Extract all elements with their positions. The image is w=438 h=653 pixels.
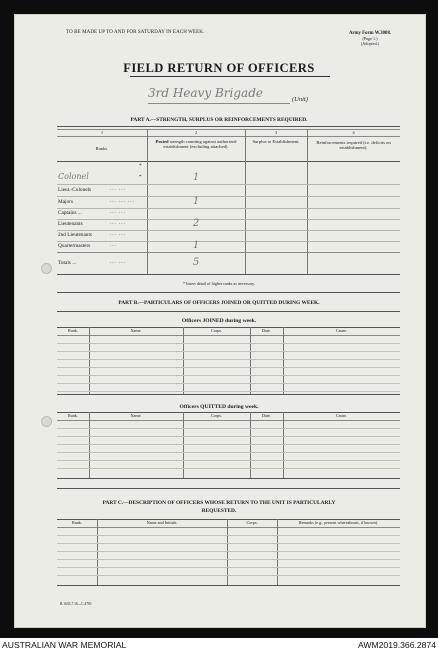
posted-strength-value: 1 [192, 196, 200, 207]
joined-col-header: Date. [262, 328, 271, 333]
army-form-number: Army Form W.3008. [348, 31, 392, 36]
part-b-heading-rule [57, 311, 400, 312]
rank-dots: ... ... [110, 221, 126, 226]
punch-hole-upper [41, 263, 52, 274]
rank-label: Captains ... [58, 210, 82, 216]
rank-label: Majors [58, 199, 74, 205]
rank-dots: ... ... [110, 210, 126, 215]
title-underline [130, 76, 330, 77]
quitted-row-line [57, 452, 400, 453]
part-a-footnote: * Insert detail of higher ranks as necessary. [182, 281, 256, 286]
quitted-col-header: Corps. [210, 413, 223, 418]
rank-dots: ... ... [110, 187, 126, 192]
top-note: TO BE MADE UP TO AND FOR SATURDAY IN EACH WEEK. [66, 30, 205, 35]
totals-rule [57, 252, 400, 253]
joined-title: Officers JOINED during week. [181, 318, 257, 324]
col-header-ranks: Ranks. [95, 146, 109, 151]
joined-bottom-rule [57, 394, 400, 395]
col-number-2: 2 [194, 130, 198, 135]
joined-row-line [57, 375, 400, 376]
part-a-bottom-rule [57, 274, 400, 275]
joined-row-line [57, 359, 400, 360]
joined-col-header: Corps. [210, 328, 223, 333]
col-header-surplus: Surplus to Establishment. [252, 139, 300, 144]
joined-col-header: Name. [130, 328, 142, 333]
rank-label-handwritten: Colonel [58, 172, 89, 181]
part-c-top-rule [57, 488, 400, 489]
partc-row-line [57, 559, 400, 560]
unit-name-handwritten: 3rd Heavy Brigade [148, 86, 263, 100]
partc-col-header: Rank. [72, 520, 82, 525]
quitted-col-header: Date. [262, 413, 271, 418]
partc-row-line [57, 551, 400, 552]
quitted-header-rule [57, 420, 400, 421]
print-code: B.1633.7.16—C.4781 [60, 602, 92, 606]
part-a-header-rule [57, 136, 400, 137]
quitted-col-header: Name. [130, 413, 142, 418]
partc-col-header: Name and Initials. [146, 520, 178, 525]
part-b-top-rule [57, 292, 400, 293]
posted-strength-value: 1 [192, 172, 200, 183]
partc-col-header: Remarks (e.g., present whereabouts, if known). [298, 520, 379, 525]
part-a-top-rule [57, 126, 400, 127]
col-header-posted [149, 139, 243, 149]
partc-row-line [57, 535, 400, 536]
joined-row-line [57, 343, 400, 344]
joined-col-header: Rank. [68, 328, 78, 333]
col-number-1: 1 [100, 130, 104, 135]
army-form-page: (Page 1.) [362, 36, 378, 41]
archive-footer [0, 638, 438, 653]
rank-label-placeholder: * [139, 163, 142, 169]
part-a-body-rule [57, 161, 400, 162]
rank-label: Lieut.-Colonels [58, 187, 92, 193]
quitted-row-line [57, 436, 400, 437]
rank-dots: ... ... [110, 232, 126, 237]
rank-label: Lieutenants [58, 221, 83, 227]
rank-dots: ... [110, 243, 117, 248]
posted-strength-value: 5 [192, 257, 200, 268]
rank-dots: ... ... ... [110, 199, 135, 204]
joined-col-header: Cause. [335, 328, 348, 333]
quitted-row-line [57, 444, 400, 445]
joined-row-line [57, 351, 400, 352]
joined-row-line [57, 367, 400, 368]
quitted-bottom-rule [57, 478, 400, 479]
part-a-heading: PART A.—STRENGTH, SURPLUS OR REINFORCEMENTS REQUIRED. [130, 117, 308, 123]
partc-row-line [57, 575, 400, 576]
col-header-reinforcements: Reinforcements required (i.e. deficits on establishment). [316, 140, 391, 151]
col-header-posted-bold: Posted [155, 139, 169, 144]
quitted-col-header: Rank. [68, 413, 78, 418]
col-header-posted-rest: strength counting against authorized establishment (excluding attached). [163, 139, 237, 150]
partc-bottom-rule [57, 585, 400, 586]
posted-strength-value: 2 [192, 218, 200, 229]
part-b-heading: PART B.—PARTICULARS OF OFFICERS JOINED OR QUITTED DURING WEEK. [118, 300, 320, 306]
rank-dots: ... ... [110, 260, 126, 265]
posted-strength-value: 1 [192, 240, 200, 251]
part-a-row-rule [57, 184, 400, 185]
rank-label: Quartermasters [58, 243, 91, 249]
partc-header-rule [57, 527, 400, 528]
col-number-4: 4 [352, 130, 355, 135]
quitted-row-line [57, 428, 400, 429]
rank-dots: * [139, 175, 143, 180]
partc-row-line [57, 543, 400, 544]
joined-row-line [57, 383, 400, 384]
quitted-title: Officers QUITTED during week. [179, 404, 259, 410]
rank-label: Totals ... [58, 260, 77, 266]
col-number-3: 3 [274, 130, 278, 135]
unit-label: (Unit) [292, 96, 308, 103]
form-title: FIELD RETURN OF OFFICERS [123, 61, 315, 75]
army-form-ref [340, 31, 400, 46]
unit-line [148, 103, 290, 104]
quitted-row-line [57, 468, 400, 469]
part-c-heading-line1: PART C.—DESCRIPTION OF OFFICERS WHOSE RETURN TO THE UNIT IS PARTICULARLY [102, 500, 336, 506]
joined-row-line [57, 391, 400, 392]
part-a-row-rule [57, 230, 400, 231]
quitted-col-header: Cause. [335, 413, 348, 418]
quitted-row-line [57, 460, 400, 461]
footer-accession-number: AWM2019.366.2874 [357, 640, 436, 650]
army-form-adopted: (Adopted.) [360, 41, 380, 46]
footer-institution: AUSTRALIAN WAR MEMORIAL [2, 640, 127, 650]
rank-label: 2nd Lieutenants [58, 232, 92, 238]
part-a-row-rule [57, 208, 400, 209]
partc-col-header: Corps. [246, 520, 258, 525]
partc-row-line [57, 567, 400, 568]
joined-header-rule [57, 335, 400, 336]
part-c-heading-line2: REQUESTED. [201, 508, 237, 514]
punch-hole-lower [41, 416, 52, 427]
